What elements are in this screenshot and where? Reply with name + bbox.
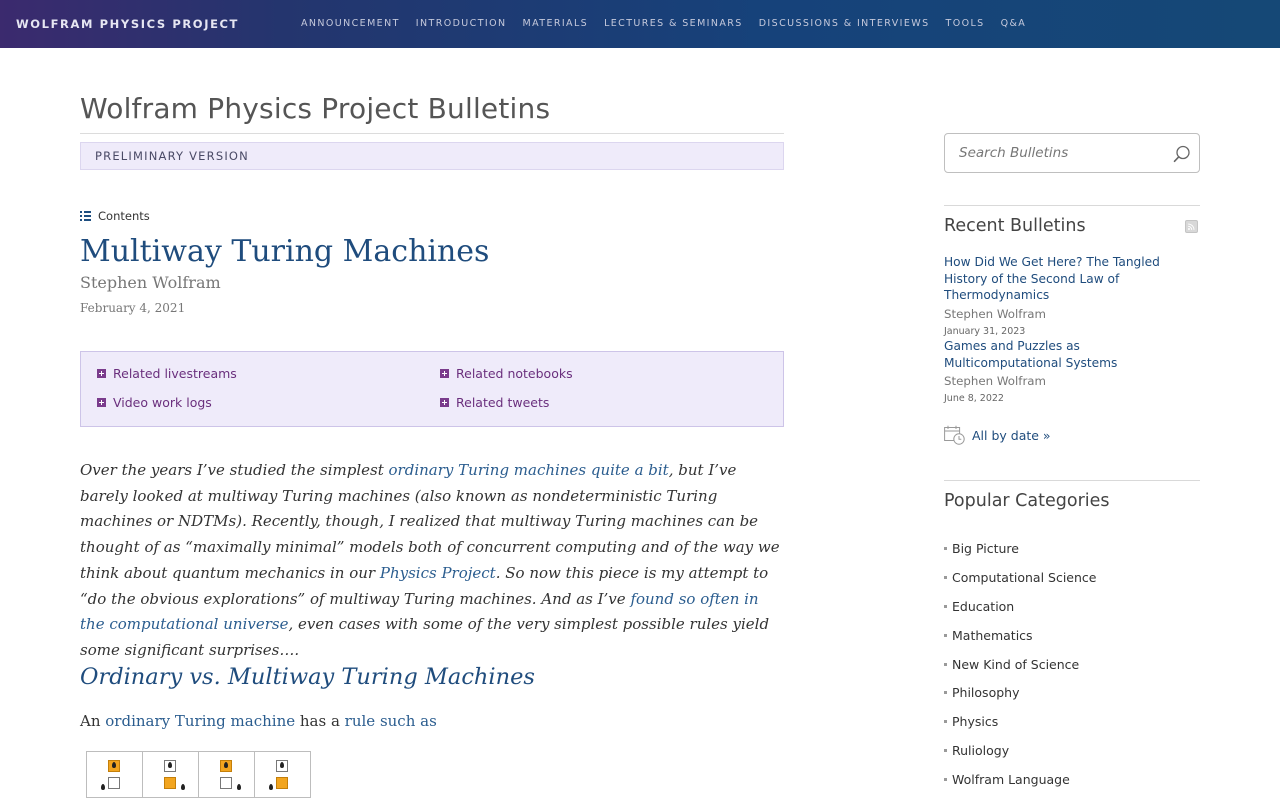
related-materials-panel (80, 351, 784, 427)
top-navigation-bar (0, 0, 1280, 48)
category-list (944, 534, 1096, 794)
recent-bulletin-item (944, 338, 1200, 404)
related-livestreams-toggle[interactable] (97, 366, 237, 381)
recent-bulletin-link[interactable]: How Did We Get Here? The Tangled History of the Second Law of Thermodynamics (944, 255, 1160, 302)
nav-tools[interactable]: TOOLS (945, 18, 985, 29)
category-big-picture[interactable]: Big Picture (944, 534, 1096, 563)
contents-label: Contents (98, 209, 150, 223)
post-date: February 4, 2021 (80, 301, 186, 315)
contents-toggle[interactable] (80, 208, 150, 224)
rule-case-4 (254, 751, 311, 798)
rss-feed-icon[interactable] (1185, 220, 1198, 233)
search-input[interactable] (945, 134, 1165, 172)
main-nav (301, 0, 1042, 48)
recent-bulletin-date: January 31, 2023 (944, 325, 1026, 337)
section-title: Wolfram Physics Project Bulletins (80, 92, 551, 125)
recent-bulletin-author: Stephen Wolfram (944, 374, 1047, 388)
nav-qa[interactable]: Q&A (1000, 18, 1027, 29)
rule-intro-line (80, 712, 437, 730)
link-ordinary-turing-machine[interactable]: ordinary Turing machine (105, 712, 296, 730)
preliminary-version-label: PRELIMINARY VERSION (95, 149, 249, 163)
post-title: Multiway Turing Machines (80, 234, 490, 269)
intro-text: . So now this piece is my attempt to “do the obvious explorations” of multiway Turing machines. And as I’ve (80, 563, 769, 608)
post-author: Stephen Wolfram (80, 273, 221, 292)
intro-text: , even cases with some of the very simplest possible rules yield some significant surprises…. (80, 615, 770, 659)
related-tweets-toggle[interactable] (440, 395, 549, 410)
recent-bulletin-author: Stephen Wolfram (944, 306, 1047, 321)
video-work-logs-label: Video work logs (113, 395, 212, 410)
related-notebooks-label: Related notebooks (456, 366, 573, 381)
category-philosophy[interactable]: Philosophy (944, 678, 1096, 707)
recent-bulletin-item (944, 254, 1200, 337)
video-work-logs-toggle[interactable] (97, 395, 212, 410)
intro-text: , but I’ve barely looked at multiway Turing machines (also known as nondeterministic Turing machines or NDTMs). Recently, though, I realized that multiway Turing machines can be thought of as “maximally minimal” models both of concurrent computing and of the way we think about quantum mechanics in our (80, 461, 780, 582)
nav-lectures-seminars[interactable]: LECTURES & SEMINARS (604, 18, 743, 29)
link-computational-universe[interactable]: found so often in the computational universe (80, 589, 759, 634)
nav-introduction[interactable]: INTRODUCTION (415, 18, 507, 29)
search-icon[interactable] (1173, 145, 1191, 163)
related-tweets-label: Related tweets (456, 395, 550, 410)
recent-bulletins-heading: Recent Bulletins (944, 216, 1086, 236)
sidebar-divider (944, 205, 1200, 206)
rule-case-1 (86, 751, 142, 798)
recent-bulletin-date: June 8, 2022 (944, 393, 1004, 404)
intro-text: Over the years I’ve studied the simplest (80, 461, 389, 479)
search-box (944, 133, 1200, 173)
category-wolfram-language[interactable]: Wolfram Language (944, 765, 1096, 794)
rule-case-3 (198, 751, 254, 798)
brand-logo-link[interactable]: WOLFRAM PHYSICS PROJECT (16, 17, 240, 31)
category-mathematics[interactable]: Mathematics (944, 621, 1096, 650)
rule-case-2 (142, 751, 198, 798)
related-livestreams-label: Related livestreams (113, 366, 237, 381)
link-ordinary-turing-machines[interactable]: ordinary Turing machines quite a bit (388, 461, 669, 479)
category-computational-science[interactable]: Computational Science (944, 563, 1096, 592)
category-new-kind-of-science[interactable]: New Kind of Science (944, 650, 1096, 679)
section-heading: Ordinary vs. Multiway Turing Machines (80, 664, 535, 690)
nav-discussions-interviews[interactable]: DISCUSSIONS & INTERVIEWS (758, 18, 930, 29)
link-physics-project[interactable]: Physics Project (379, 563, 496, 582)
category-ruliology[interactable]: Ruliology (944, 736, 1096, 765)
link-rule-such-as[interactable]: rule such as (344, 712, 437, 730)
plus-icon (440, 398, 449, 407)
popular-categories-heading: Popular Categories (944, 491, 1110, 511)
intro-paragraph (80, 458, 784, 664)
calendar-clock-icon (944, 425, 965, 445)
plus-icon (440, 369, 449, 378)
sidebar-divider (944, 480, 1200, 481)
title-divider (80, 133, 784, 134)
all-by-date-label: All by date » (972, 427, 1051, 443)
nav-announcement[interactable]: ANNOUNCEMENT (301, 18, 400, 29)
plus-icon (97, 398, 106, 407)
nav-materials[interactable]: MATERIALS (522, 18, 589, 29)
list-icon (80, 211, 91, 221)
recent-bulletin-link[interactable]: Games and Puzzles as Multicomputational Systems (944, 339, 1118, 370)
all-by-date-link[interactable] (944, 425, 1051, 445)
rule-intro-text: An (80, 712, 106, 730)
turing-rule-figure (86, 751, 312, 798)
plus-icon (97, 369, 106, 378)
related-notebooks-toggle[interactable] (440, 366, 573, 381)
rule-intro-text: has a (295, 712, 345, 730)
category-education[interactable]: Education (944, 592, 1096, 621)
preliminary-version-banner (80, 142, 784, 170)
category-physics[interactable]: Physics (944, 707, 1096, 736)
